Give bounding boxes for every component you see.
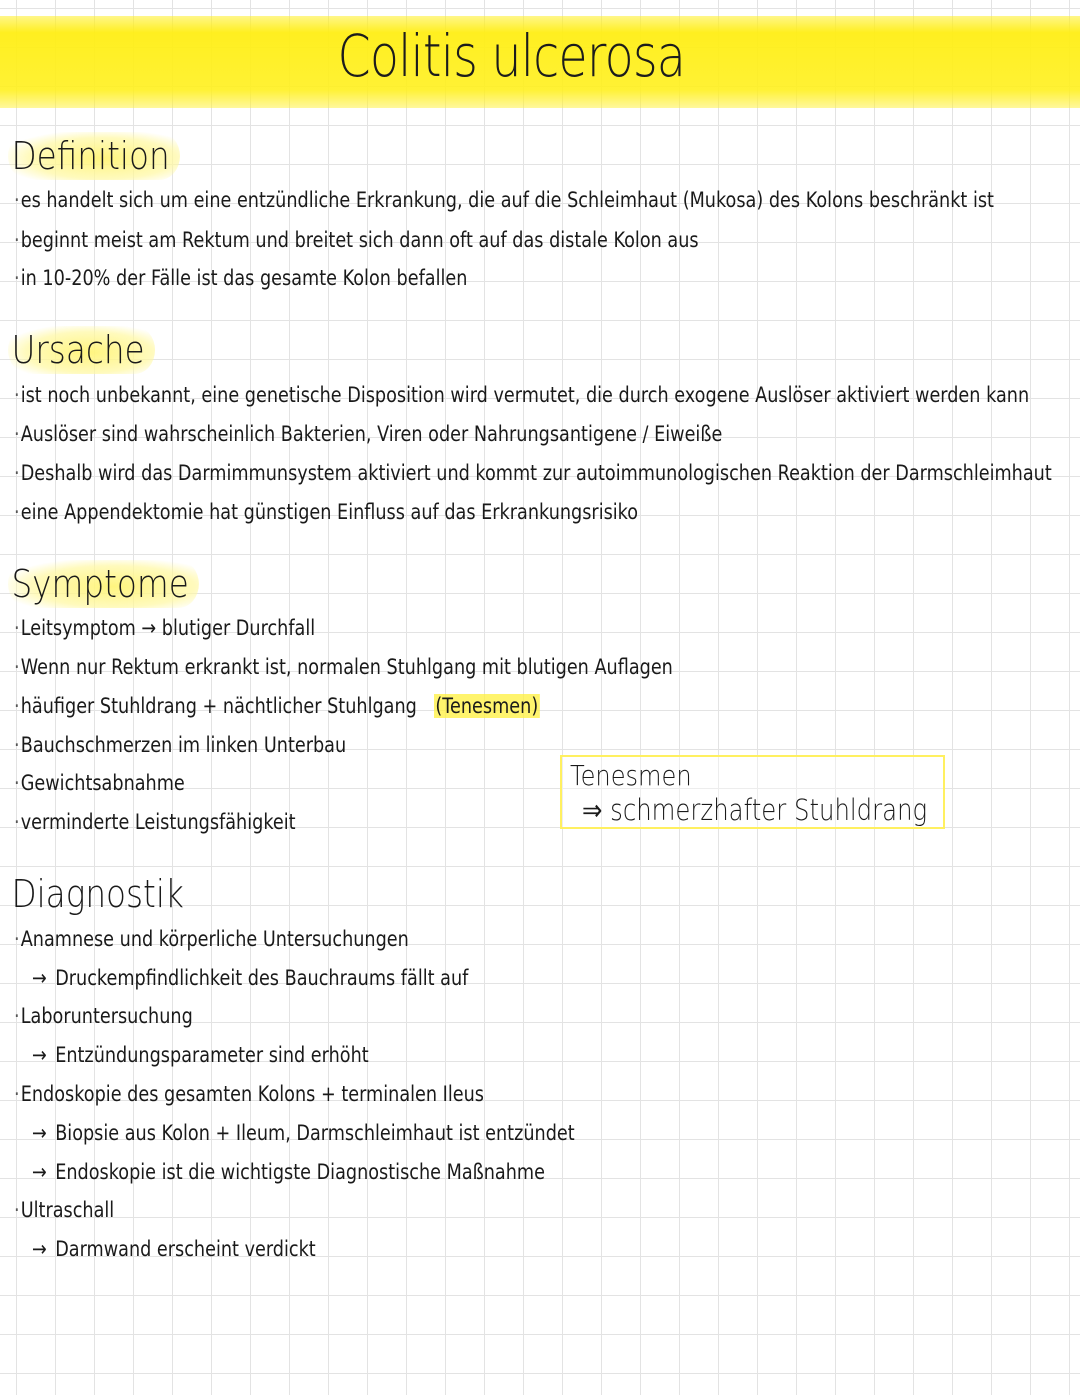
definition-item: · es handelt sich um eine entzündliche Erkrankung, die auf die Schleimhaut (Mukosa) des Kolons beschränkt ist	[14, 188, 994, 212]
arrow-right-icon: →	[32, 1121, 47, 1145]
diagnostik-subitem-text: Druckempfindlichkeit des Bauchraums fällt auf	[55, 966, 469, 990]
tenesmen-note-box	[560, 755, 945, 829]
diagnostik-subitem-text: Biopsie aus Kolon + Ileum, Darmschleimhaut ist entzündet	[55, 1121, 575, 1145]
ursache-item: · eine Appendektomie hat günstigen Einfluss auf das Erkrankungsrisiko	[14, 500, 638, 524]
definition-item: · in 10-20% der Fälle ist das gesamte Kolon befallen	[14, 266, 467, 290]
arrow-right-icon: →	[32, 1043, 47, 1067]
page-title	[97, 22, 983, 90]
diagnostik-item: · Laboruntersuchung	[14, 1004, 193, 1028]
diagnostik-subitem	[32, 1121, 575, 1145]
diagnostik-subitem-text: Endoskopie ist die wichtigste Diagnostische Maßnahme	[55, 1160, 545, 1184]
diagnostik-subitem-text: Entzündungsparameter sind erhöht	[55, 1043, 369, 1067]
heading-ursache: Ursache	[8, 326, 155, 374]
note-body: ⇒ schmerzhafter Stuhldrang	[582, 793, 928, 827]
ursache-item: · ist noch unbekannt, eine genetische Disposition wird vermutet, die durch exogene Auslöser aktiviert werden kann	[14, 383, 1029, 407]
symptom-item: · verminderte Leistungsfähigkeit	[14, 810, 296, 834]
diagnostik-item: · Anamnese und körperliche Untersuchungen	[14, 927, 409, 951]
symptom-item: · Bauchschmerzen im linken Unterbau	[14, 733, 346, 757]
heading-diagnostik: Diagnostik	[11, 872, 184, 916]
heading-definition: Definition	[8, 132, 180, 180]
symptom-item	[14, 694, 540, 718]
page-title-text: Colitis ulcerosa	[337, 22, 686, 90]
diagnostik-item: · Endoskopie des gesamten Kolons + terminalen Ileus	[14, 1082, 484, 1106]
ursache-item: · Auslöser sind wahrscheinlich Bakterien, Viren oder Nahrungsantigene / Eiweiße	[14, 422, 722, 446]
diagnostik-subitem	[32, 1237, 316, 1261]
ursache-item: · Deshalb wird das Darmimmunsystem aktiviert und kommt zur autoimmunologischen Reaktion der Darmschleimhaut	[14, 461, 1052, 485]
arrow-right-icon: →	[32, 1237, 47, 1261]
arrow-right-icon: →	[32, 966, 47, 990]
definition-item: · beginnt meist am Rektum und breitet sich dann oft auf das distale Kolon aus	[14, 228, 699, 252]
tenesmen-highlight: (Tenesmen)	[435, 694, 539, 718]
symptom-text: häufiger Stuhldrang + nächtlicher Stuhlgang	[20, 694, 417, 718]
note-title: Tenesmen	[570, 759, 692, 792]
diagnostik-subitem-text: Darmwand erscheint verdickt	[55, 1237, 316, 1261]
arrow-right-icon: →	[32, 1160, 47, 1184]
symptom-item: · Leitsymptom → blutiger Durchfall	[14, 616, 315, 640]
diagnostik-subitem	[32, 1043, 369, 1067]
diagnostik-subitem	[32, 966, 468, 990]
symptom-item: · Gewichtsabnahme	[14, 771, 185, 795]
symptom-item: · Wenn nur Rektum erkrankt ist, normalen Stuhlgang mit blutigen Auflagen	[14, 655, 673, 679]
heading-symptome: Symptome	[8, 560, 199, 608]
diagnostik-subitem	[32, 1160, 545, 1184]
diagnostik-item: · Ultraschall	[14, 1198, 114, 1222]
